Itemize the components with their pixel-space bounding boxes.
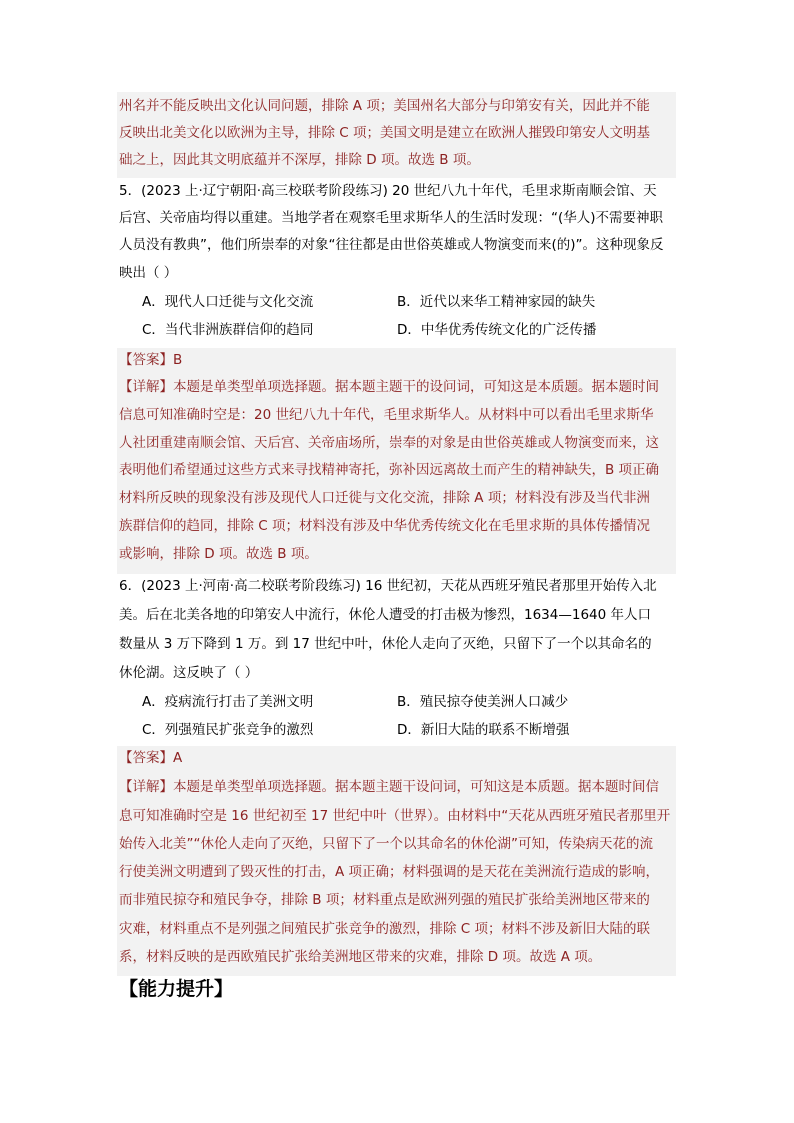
q6-explanation-line: 始传入北美”“休伦人走向了灭绝，只留下了一个以其命名的休伦湖”可知，传染病天花的流 (119, 836, 653, 852)
explanation-line: 础之上，因此其文明底蕴并不深厚，排除 D 项。故选 B 项。 (119, 152, 480, 168)
question-5-stem: 5．(2023 上·辽宁朝阳·高三校联考阶段练习) 20 世纪八九十年代，毛里求斯南顺会馆、天 (119, 183, 657, 199)
q5-explanation-line: 人社团重建南顺会馆、天后宫、关帝庙场所，崇奉的对象是由世俗英雄或人物演变而来，这 (119, 435, 659, 451)
explanation-line: 州名并不能反映出文化认同问题，排除 A 项；美国州名大部分与印第安有关，因此并不能 (119, 98, 650, 114)
explanation-line: 反映出北美文化以欧洲为主导，排除 C 项；美国文明是建立在欧洲人摧毁印第安人文明基 (119, 125, 651, 141)
q6-explanation-line: 系，材料反映的是西欧殖民扩张给美洲地区带来的灾难，排除 D 项。故选 A 项。 (119, 949, 602, 965)
q6-option-d: D．新旧大陆的联系不断增强 (397, 722, 570, 738)
question-6-stem: 6．(2023 上·河南·高二校联考阶段练习) 16 世纪初，天花从西班牙殖民者那里开始传入北 (119, 578, 657, 594)
q5-explanation-line: 表明他们希望通过这些方式来寻找精神寄托，弥补因远离故土而产生的精神缺失，B 项正确 (119, 462, 660, 478)
q6-explanation-line: 息可知准确时空是 16 世纪初至 17 世纪中叶（世界）。由材料中“天花从西班牙殖民者那里开 (119, 808, 671, 824)
question-5-stem: 人员没有教典”，他们所崇奉的对象“往往都是由世俗英雄或人物演变而来(的)”。这种现象反 (119, 237, 664, 253)
q5-explanation-line: 族群信仰的趋同，排除 C 项；材料没有涉及中华优秀传统文化在毛里求斯的具体传播情况 (119, 518, 651, 534)
q5-explanation-line: 【详解】本题是单类型单项选择题。据本题主题干的设问词，可知这是本质题。据本题时间 (119, 379, 659, 395)
q6-option-c: C．列强殖民扩张竞争的激烈 (142, 722, 314, 738)
q6-option-b: B．殖民掠夺使美洲人口减少 (397, 694, 569, 710)
question-5-stem: 后宫、关帝庙均得以重建。当地学者在观察毛里求斯华人的生活时发现：“(华人)不需要神职 (119, 210, 664, 226)
q5-explanation-line: 或影响，排除 D 项。故选 B 项。 (119, 546, 318, 562)
section-heading: 【能力提升】 (119, 978, 234, 1000)
q5-explanation-line: 信息可知准确时空是：20 世纪八九十年代，毛里求斯华人。从材料中可以看出毛里求斯华 (119, 407, 654, 423)
question-6-stem: 数量从 3 万下降到 1 万。到 17 世纪中叶，休伦人走向了灭绝，只留下了一个以其命名的 (119, 636, 652, 652)
q6-explanation-line: 【详解】本题是单类型单项选择题。据本题主题干设问词，可知这是本质题。据本题时间信 (119, 779, 659, 795)
q5-answer: 【答案】B (119, 352, 183, 368)
q5-option-c: C．当代非洲族群信仰的趋同 (142, 322, 314, 338)
q5-option-b: B．近代以来华工精神家园的缺失 (397, 294, 596, 310)
q5-option-a: A．现代人口迁徙与文化交流 (142, 294, 314, 310)
q6-explanation-line: 而非殖民掠夺和殖民争夺，排除 B 项；材料重点是欧洲列强的殖民扩张给美洲地区带来的 (119, 892, 650, 908)
question-6-stem: 休伦湖。这反映了（ ） (119, 665, 259, 681)
question-6-stem: 美。后在北美各地的印第安人中流行，休伦人遭受的打击极为惨烈，1634—1640 年人口 (119, 607, 652, 623)
q5-explanation-line: 材料所反映的现象没有涉及现代人口迁徙与文化交流，排除 A 项；材料没有涉及当代非洲 (119, 490, 650, 506)
question-5-stem: 映出（ ） (119, 265, 178, 281)
q6-explanation-line: 灾难，材料重点不是列强之间殖民扩张竞争的激烈，排除 C 项；材料不涉及新旧大陆的联 (119, 921, 651, 937)
q5-option-d: D．中华优秀传统文化的广泛传播 (397, 322, 597, 338)
q6-option-a: A．疫病流行打击了美洲文明 (142, 694, 314, 710)
q6-explanation-line: 行使美洲文明遭到了毁灭性的打击，A 项正确；材料强调的是天花在美洲流行造成的影响， (119, 864, 660, 880)
q6-answer: 【答案】A (119, 750, 183, 766)
